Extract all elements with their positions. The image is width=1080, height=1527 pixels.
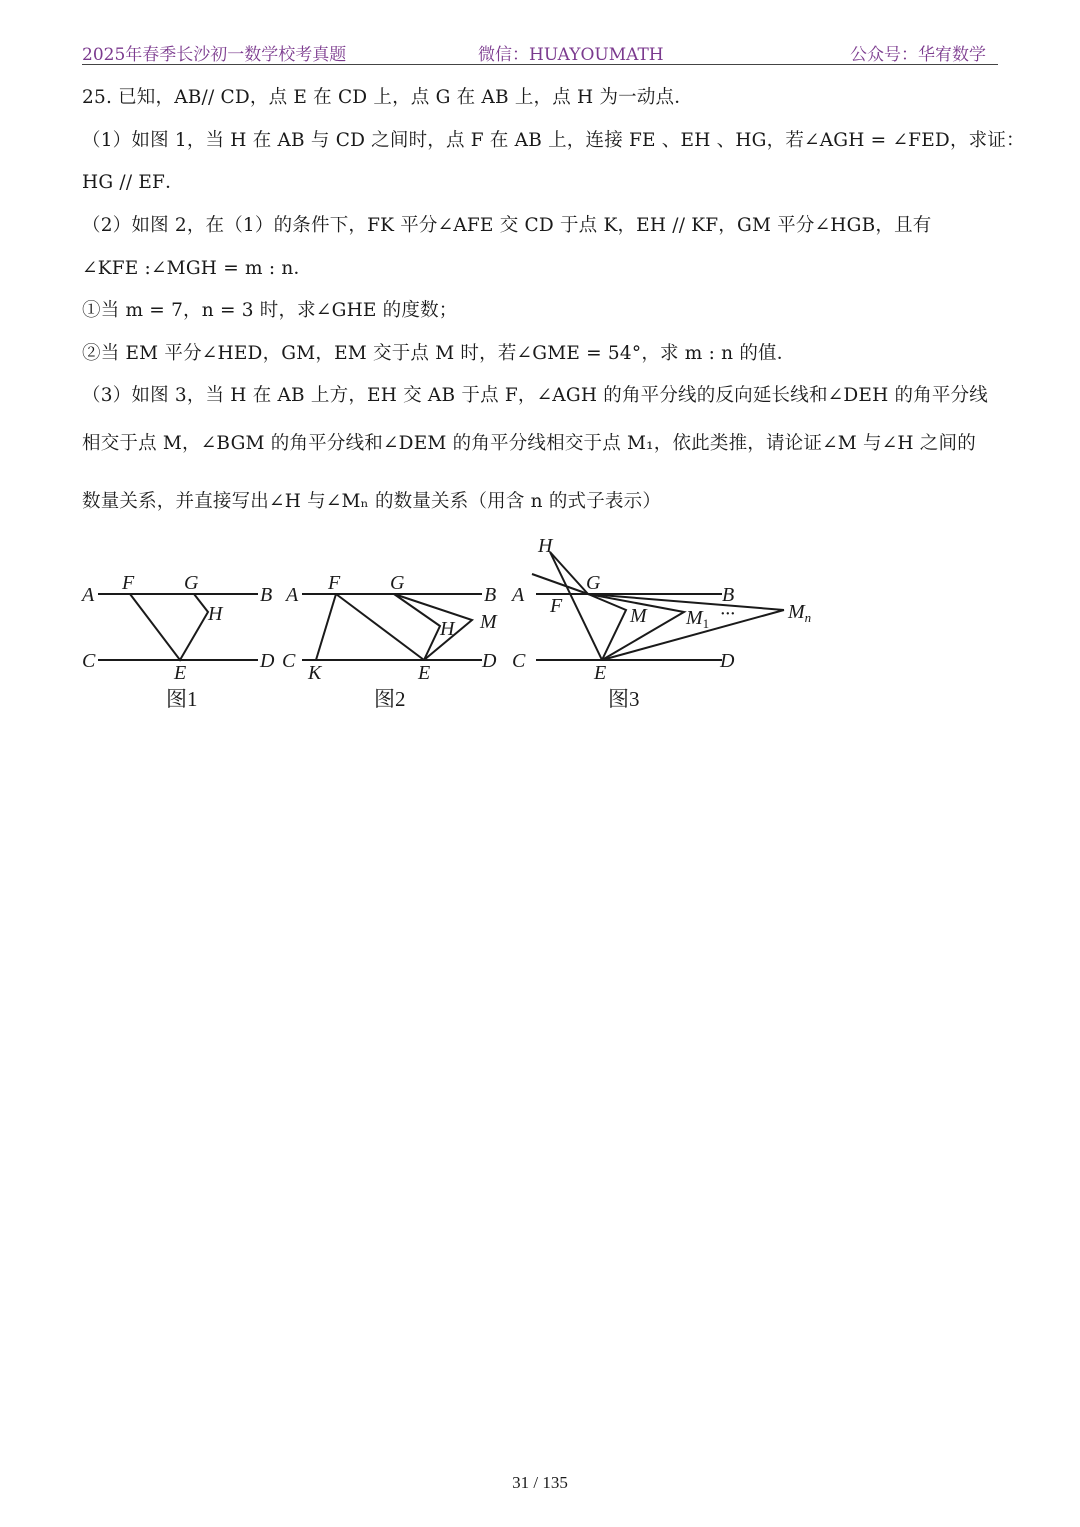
figure-1	[98, 594, 258, 660]
part1-line2: HG // EF．	[82, 172, 184, 193]
fig3-label-e: E	[594, 662, 607, 684]
figure-2-labels	[282, 572, 498, 711]
fig3-label-mn: $M_n$	[788, 601, 812, 625]
fig2-label-m: M	[480, 611, 497, 633]
fig3-label-a: A	[512, 584, 525, 606]
part1-line1: （1）如图 1，当 H 在 AB 与 CD 之间时，点 F 在 AB 上，连接 FE 、EH 、HG，若∠AGH = ∠FED，求证：	[82, 130, 1025, 151]
fig3-label-f: F	[550, 595, 563, 617]
fig2-path-ehg	[394, 594, 440, 660]
part2-q2: ②当 EM 平分∠HED，GM，EM 交于点 M 时，若∠GME = 54°，求 m : n 的值．	[82, 343, 796, 364]
fig1-caption: 图1	[166, 687, 198, 711]
fig3-label-m1: $M_1$	[686, 607, 710, 631]
fig2-label-h: H	[440, 618, 455, 640]
fig3-ellipsis: ···	[720, 603, 735, 625]
header-wechat: 微信：HUAYOUMATH	[478, 45, 664, 65]
fig2-label-d: D	[482, 650, 497, 672]
page-number: 31 / 135	[512, 1473, 568, 1492]
fig3-label-c: C	[512, 650, 526, 672]
fig1-label-h: H	[208, 603, 223, 625]
figure-2	[302, 594, 482, 660]
part3-line1: （3）如图 3，当 H 在 AB 上方，EH 交 AB 于点 F，∠AGH 的角平分线的反向延长线和∠DEH 的角平分线	[82, 385, 988, 406]
fig1-label-a: A	[82, 584, 95, 606]
fig2-label-b: B	[484, 584, 497, 606]
fig1-label-f: F	[122, 572, 135, 594]
part2-line2: ∠KFE :∠MGH = m : n．	[82, 258, 313, 279]
fig3-label-b: B	[722, 584, 735, 606]
fig3-label-h: H	[538, 535, 553, 557]
fig3-label-m: M	[630, 605, 647, 627]
header-title: 2025年春季长沙初一数学校考真题	[82, 45, 347, 65]
part2-q1: ①当 m = 7，n = 3 时，求∠GHE 的度数；	[82, 300, 458, 321]
fig2-label-c: C	[282, 650, 296, 672]
part3-line2: 相交于点 M，∠BGM 的角平分线和∠DEM 的角平分线相交于点 M₁，依此类推，请论证∠M 与∠H 之间的	[82, 433, 976, 454]
fig2-label-g: G	[390, 572, 405, 594]
fig1-label-d: D	[260, 650, 275, 672]
fig1-label-g: G	[184, 572, 199, 594]
page-header	[82, 38, 998, 65]
fig3-label-g: G	[586, 572, 601, 594]
fig2-label-f: F	[328, 572, 341, 594]
figure-1-labels	[80, 572, 275, 711]
fig1-label-b: B	[260, 584, 273, 606]
figure-3	[532, 552, 784, 660]
fig2-caption: 图2	[374, 687, 406, 711]
fig1-label-e: E	[174, 662, 187, 684]
fig2-label-k: K	[308, 662, 322, 684]
fig2-seg-fe	[336, 594, 424, 660]
fig1-path-fehg	[130, 594, 208, 660]
fig3-caption: 图3	[608, 687, 640, 711]
fig3-label-d: D	[720, 650, 735, 672]
part2-line1: （2）如图 2，在（1）的条件下，FK 平分∠AFE 交 CD 于点 K，EH // KF，GM 平分∠HGB，且有	[82, 215, 932, 236]
fig2-path-gme	[394, 594, 472, 660]
fig2-seg-fk	[316, 594, 336, 660]
fig2-label-a: A	[286, 584, 299, 606]
fig1-label-c: C	[82, 650, 96, 672]
fig2-label-e: E	[418, 662, 431, 684]
geometry-figures	[74, 534, 834, 714]
problem-intro: 25. 已知，AB// CD，点 E 在 CD 上，点 G 在 AB 上，点 H 为一动点．	[82, 87, 693, 108]
part3-line3: 数量关系，并直接写出∠H 与∠Mₙ 的数量关系（用含 n 的式子表示）	[82, 491, 662, 512]
header-account: 公众号：华宥数学	[850, 45, 986, 65]
